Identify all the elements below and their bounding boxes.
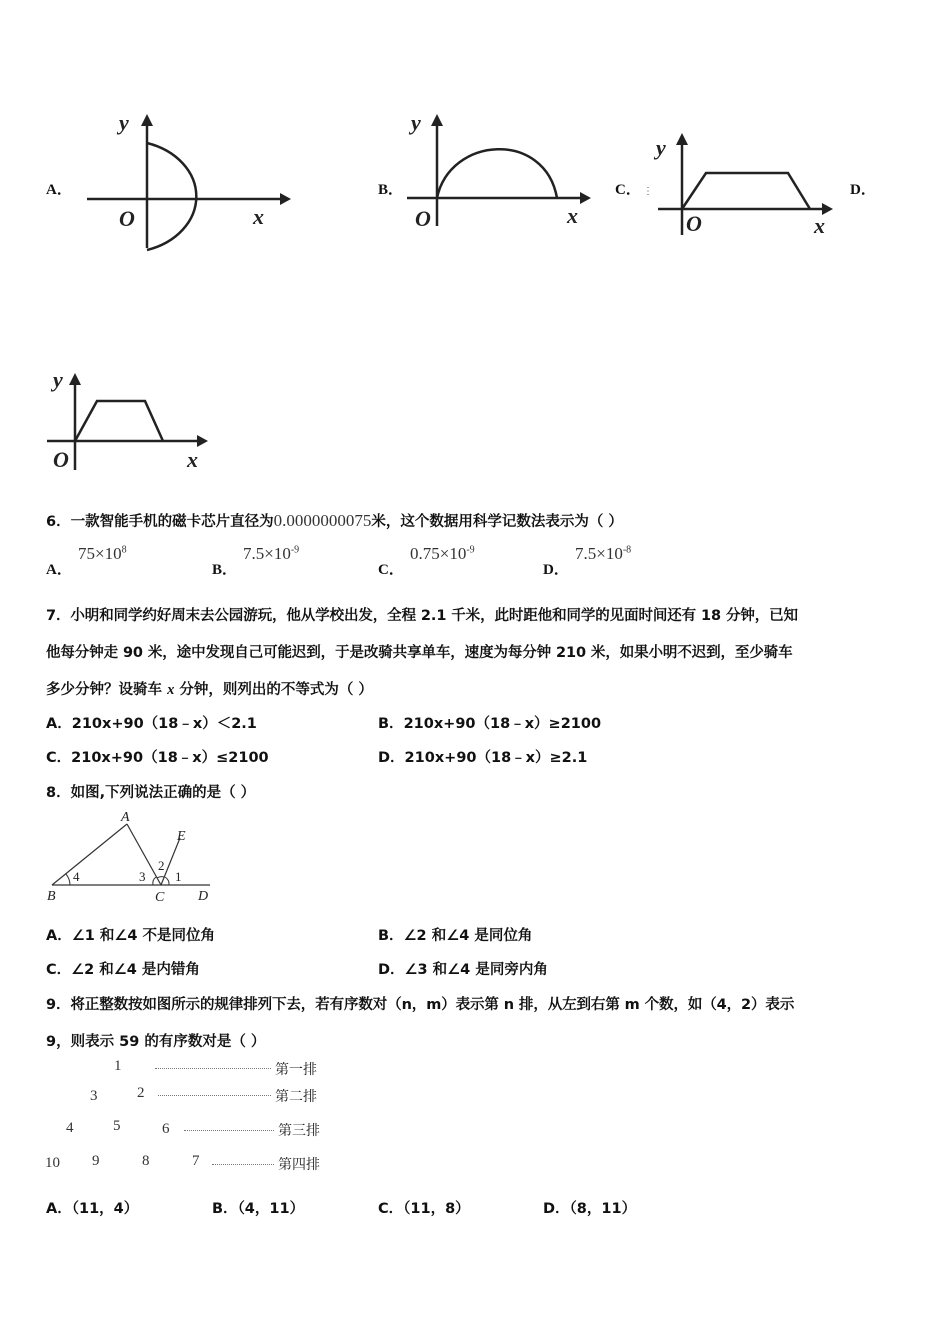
- q7-line-3-a: 多少分钟？设骑车: [46, 682, 162, 698]
- q8-option-d-label: D．: [378, 962, 405, 978]
- point-d-label: D: [198, 889, 209, 904]
- q8-stem: 8．如图,下列说法正确的是（ ）: [46, 785, 256, 801]
- q6-option-a-base: 75×10: [78, 544, 122, 563]
- q6-option-d-exp: -8: [622, 544, 632, 556]
- row-4-label: 第四排: [278, 1157, 320, 1173]
- graph-a-x-label: x: [253, 204, 264, 229]
- q6-stem: [46, 510, 623, 531]
- q8-option-c-label: C．: [46, 962, 72, 978]
- q9-option-c-label: C．: [378, 1201, 404, 1217]
- q6-number: 0.0000000075: [273, 511, 372, 530]
- q8-option-b-label: B．: [378, 928, 404, 944]
- q9-option-d: [543, 1197, 636, 1218]
- q7-option-b-label: B．: [378, 716, 404, 732]
- pattern-number: 9: [92, 1153, 100, 1169]
- q6-option-a-exp: 8: [121, 544, 127, 556]
- angle-1-label: 1: [175, 869, 182, 884]
- q6-text-before: 6．一款智能手机的磁卡芯片直径为: [46, 514, 274, 530]
- q7-variable: x: [167, 682, 175, 698]
- graph-d: [45, 365, 215, 475]
- q6-option-c-base: 0.75×10: [410, 544, 467, 563]
- q9-line-1: 9．将正整数按如图所示的规律排列下去，若有序数对（n，m）表示第 n 排，从左到右第 m 个数，如（4，2）表示: [46, 997, 795, 1013]
- graph-c-y-label: y: [656, 135, 666, 160]
- q8-option-a-text: ∠1 和∠4 不是同位角: [71, 928, 216, 944]
- q6-option-a-value: [78, 544, 127, 564]
- q7-option-d: [378, 746, 587, 767]
- row-1-leader: [155, 1068, 271, 1069]
- point-e-label: E: [177, 829, 186, 844]
- pattern-number: 6: [162, 1121, 170, 1137]
- q8-geometry-figure: [40, 808, 220, 908]
- graph-d-y-label: y: [53, 367, 63, 392]
- pattern-number: 2: [137, 1085, 145, 1101]
- q8-option-b: [378, 924, 532, 945]
- graph-d-origin-label: O: [53, 447, 69, 472]
- q6-option-d-value: [575, 544, 631, 564]
- graph-b-origin-label: O: [415, 206, 431, 231]
- q7-option-c-text: 210x+90（18﹣x）≤2100: [71, 750, 269, 766]
- angle-3-label: 3: [139, 869, 146, 884]
- graph-b: [405, 108, 595, 238]
- graph-a: [85, 108, 295, 258]
- q6-option-c-value: [410, 544, 475, 564]
- row-3-label: 第三排: [278, 1123, 320, 1139]
- q5-option-c-label: C．: [615, 182, 641, 198]
- q7-line-3-b: 分钟，则列出的不等式为（ ）: [179, 682, 373, 698]
- q7-line-3: [46, 678, 373, 699]
- point-a-label: A: [121, 810, 130, 825]
- q9-option-d-text: （8，11）: [569, 1201, 637, 1217]
- q7-option-a-text: 210x+90（18﹣x）＜2.1: [71, 716, 257, 732]
- graph-b-x-label: x: [567, 203, 578, 228]
- q6-option-a-label: A．: [46, 562, 72, 578]
- pattern-number: 10: [45, 1155, 60, 1171]
- pattern-number: 1: [114, 1058, 122, 1074]
- q5-option-d-label: D．: [850, 182, 876, 198]
- q9-option-d-label: D．: [543, 1201, 570, 1217]
- pattern-number: 5: [113, 1118, 121, 1134]
- pattern-number: 7: [192, 1153, 200, 1169]
- q7-option-c-label: C．: [46, 750, 72, 766]
- point-b-label: B: [47, 889, 56, 904]
- graph-b-y-label: y: [411, 110, 421, 135]
- graph-a-y-label: y: [119, 110, 129, 135]
- q7-option-d-text: 210x+90（18﹣x）≥2.1: [404, 750, 588, 766]
- q9-option-b-label: B．: [212, 1201, 238, 1217]
- q7-option-b-text: 210x+90（18﹣x）≥2100: [403, 716, 602, 732]
- q8-option-d-text: ∠3 和∠4 是同旁内角: [404, 962, 548, 978]
- q9-option-c: [378, 1197, 470, 1218]
- q6-option-d-label: D．: [543, 562, 569, 578]
- graph-a-origin-label: O: [119, 206, 135, 231]
- q7-line-1: 7．小明和同学约好周末去公园游玩，他从学校出发，全程 2.1 千米，此时距他和同学的见面时间还有 18 分钟，已知: [46, 608, 798, 624]
- q7-option-c: [46, 746, 269, 767]
- q8-option-a-label: A．: [46, 928, 72, 944]
- dotted-mark: ⋮: [643, 186, 653, 197]
- q6-option-d-base: 7.5×10: [575, 544, 623, 563]
- q6-option-b-value: [243, 544, 299, 564]
- angle-4-label: 4: [73, 869, 80, 884]
- q6-text-after: 米，这个数据用科学记数法表示为（ ）: [371, 514, 623, 530]
- q8-option-c: [46, 958, 200, 979]
- q5-option-a-label: A．: [46, 182, 72, 198]
- q9-option-a-label: A．: [46, 1201, 72, 1217]
- row-2-label: 第二排: [275, 1089, 317, 1105]
- row-4-leader: [212, 1164, 274, 1165]
- q8-option-b-text: ∠2 和∠4 是同位角: [403, 928, 533, 944]
- q6-option-b-label: B．: [212, 562, 238, 578]
- row-1-label: 第一排: [275, 1062, 317, 1078]
- q9-option-c-text: （11，8）: [403, 1201, 470, 1217]
- q7-option-d-label: D．: [378, 750, 405, 766]
- angle-2-label: 2: [158, 858, 165, 873]
- q7-option-a-label: A．: [46, 716, 72, 732]
- pattern-number: 8: [142, 1153, 150, 1169]
- pattern-number: 4: [66, 1120, 74, 1136]
- q7-option-a: [46, 712, 257, 733]
- q6-option-b-exp: -9: [290, 544, 300, 556]
- q9-line-2: 9，则表示 59 的有序数对是（ ）: [46, 1034, 266, 1050]
- graph-d-x-label: x: [187, 447, 198, 472]
- q8-option-c-text: ∠2 和∠4 是内错角: [71, 962, 200, 978]
- q7-option-b: [378, 712, 601, 733]
- q9-option-a: [46, 1197, 138, 1218]
- point-c-label: C: [155, 890, 165, 905]
- q6-option-c-label: C．: [378, 562, 404, 578]
- graph-c-x-label: x: [814, 213, 825, 238]
- q9-option-b-text: （4，11）: [237, 1201, 305, 1217]
- q9-option-b: [212, 1197, 304, 1218]
- q6-option-b-base: 7.5×10: [243, 544, 291, 563]
- q8-option-a: [46, 924, 215, 945]
- q5-option-b-label: B．: [378, 182, 404, 198]
- pattern-number: 3: [90, 1088, 98, 1104]
- graph-c-origin-label: O: [686, 211, 702, 236]
- q9-option-a-text: （11，4）: [71, 1201, 139, 1217]
- q6-option-c-exp: -9: [466, 544, 475, 556]
- row-2-leader: [158, 1095, 271, 1096]
- row-3-leader: [184, 1130, 274, 1131]
- q7-line-2: 他每分钟走 90 米，途中发现自己可能迟到，于是改骑共享单车，速度为每分钟 210 米，如果小明不迟到，至少骑车: [46, 645, 793, 661]
- q8-option-d: [378, 958, 548, 979]
- graph-c: [650, 125, 840, 240]
